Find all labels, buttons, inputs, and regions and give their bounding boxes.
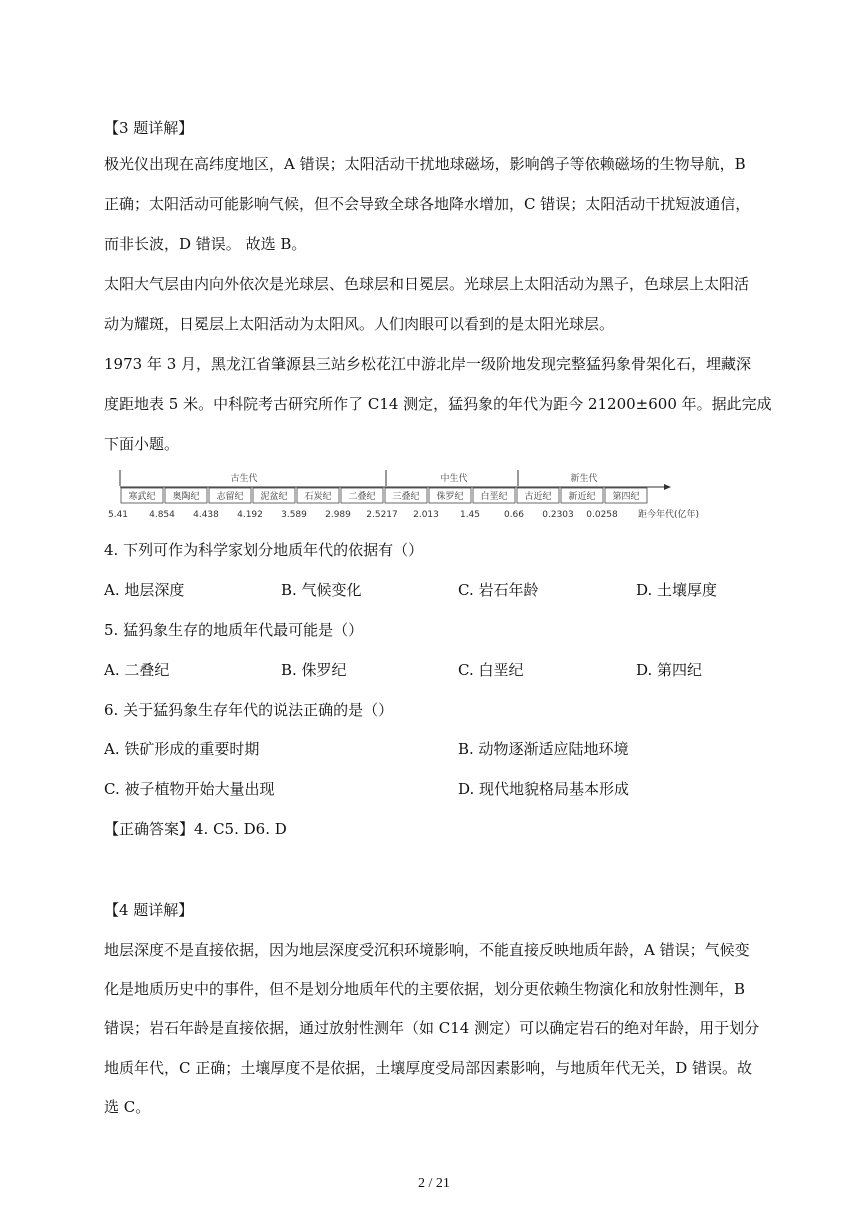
question-5-option-d: D. 第四纪 [636, 661, 703, 679]
paragraph-line: 度距地表 5 米。中科院考古研究所作了 C14 测定，猛犸象的年代为距今 21200±600 年。据此完成 [104, 395, 772, 413]
paragraph-line: 而非长波，D 错误。 故选 B。 [104, 235, 307, 253]
period-label: 二叠纪 [348, 492, 376, 502]
age-label: 3.589 [281, 510, 307, 520]
period-label: 白垩纪 [480, 492, 508, 502]
paragraph-line: 错误；岩石年龄是直接依据，通过放射性测年（如 C14 测定）可以确定岩石的绝对年龄，用于划分 [104, 1019, 760, 1037]
question-6-option-a: A. 铁矿形成的重要时期 [104, 740, 260, 758]
question-6-option-c: C. 被子植物开始大量出现 [104, 780, 275, 798]
period-label: 泥盆纪 [260, 492, 288, 502]
age-label: 2.989 [325, 510, 351, 520]
paragraph-line: 选 C。 [104, 1098, 151, 1116]
paragraph-line: 地质年代，C 正确；土壤厚度不是依据，土壤厚度受局部因素影响，与地质年代无关，D 错误。故 [104, 1059, 753, 1077]
question-5-option-c: C. 白垩纪 [458, 661, 524, 679]
question-4-stem: 4. 下列可作为科学家划分地质年代的依据有（） [104, 541, 424, 559]
question-4-option-c: C. 岩石年龄 [458, 581, 539, 599]
period-label: 第四纪 [612, 492, 640, 502]
question-5-stem: 5. 猛犸象生存的地质年代最可能是（） [104, 621, 364, 639]
paragraph-line: 化是地质历史中的事件，但不是划分地质年代的主要依据，划分更依赖生物演化和放射性测年，B [104, 980, 746, 998]
question-4-option-d: D. 土壤厚度 [636, 581, 718, 599]
paragraph-line: 动为耀斑，日冕层上太阳活动为太阳风。人们肉眼可以看到的是太阳光球层。 [104, 315, 615, 333]
age-label: 4.854 [149, 510, 175, 520]
axis-label: 距今年代(亿年) [638, 510, 700, 520]
question-5-option-a: A. 二叠纪 [104, 661, 170, 679]
era-label: 新生代 [570, 474, 598, 484]
period-label: 奥陶纪 [172, 492, 200, 502]
age-label: 0.2303 [542, 510, 574, 520]
paragraph-line: 极光仪出现在高纬度地区，A 错误；太阳活动干扰地球磁场，影响鸽子等依赖磁场的生物导航，B [104, 155, 746, 173]
page-number: 2 / 21 [418, 1176, 450, 1191]
age-label: 0.66 [503, 510, 525, 520]
question-6-stem: 6. 关于猛犸象生存年代的说法正确的是（） [104, 701, 394, 719]
age-label: 4.192 [237, 510, 263, 520]
question-5-option-b: B. 侏罗纪 [281, 661, 347, 679]
age-label: 5.41 [108, 510, 129, 520]
paragraph-line: 正确；太阳活动可能影响气候，但不会导致全球各地降水增加，C 错误；太阳活动干扰短波通信， [104, 195, 751, 213]
age-label: 1.45 [459, 510, 481, 520]
period-label: 寒武纪 [128, 492, 156, 502]
era-label: 中生代 [440, 474, 468, 484]
age-label: 2.5217 [366, 510, 398, 520]
period-label: 古近纪 [524, 492, 552, 502]
age-label: 0.0258 [586, 510, 618, 520]
period-label: 三叠纪 [392, 492, 420, 502]
paragraph-line: 太阳大气层由内向外依次是光球层、色球层和日冕层。光球层上太阳活动为黑子，色球层上太阳活 [104, 275, 750, 293]
section-3-heading: 【3 题详解】 [104, 119, 194, 137]
section-4-heading: 【4 题详解】 [104, 901, 194, 919]
age-label: 4.438 [193, 510, 219, 520]
period-label: 志留纪 [216, 492, 244, 502]
period-label: 新近纪 [568, 492, 596, 502]
geologic-timeline-figure [108, 468, 728, 522]
period-label: 石炭纪 [304, 492, 332, 502]
paragraph-line: 地层深度不是直接依据，因为地层深度受沉积环境影响，不能直接反映地质年龄，A 错误；气候变 [104, 941, 750, 959]
era-label: 古生代 [230, 474, 258, 484]
question-6-option-b: B. 动物逐渐适应陆地环境 [458, 740, 629, 758]
paragraph-line: 下面小题。 [104, 435, 180, 453]
question-4-option-b: B. 气候变化 [281, 581, 362, 599]
age-label: 2.013 [413, 510, 439, 520]
arrow-icon [664, 484, 671, 490]
paragraph-line: 1973 年 3 月，黑龙江省肇源县三站乡松花江中游北岸一级阶地发现完整猛犸象骨架化石，埋藏深 [104, 355, 752, 373]
question-4-option-a: A. 地层深度 [104, 581, 185, 599]
period-label: 侏罗纪 [436, 492, 464, 502]
question-6-option-d: D. 现代地貌格局基本形成 [458, 780, 630, 798]
answer-line: 【正确答案】4. C5. D6. D [104, 820, 287, 838]
